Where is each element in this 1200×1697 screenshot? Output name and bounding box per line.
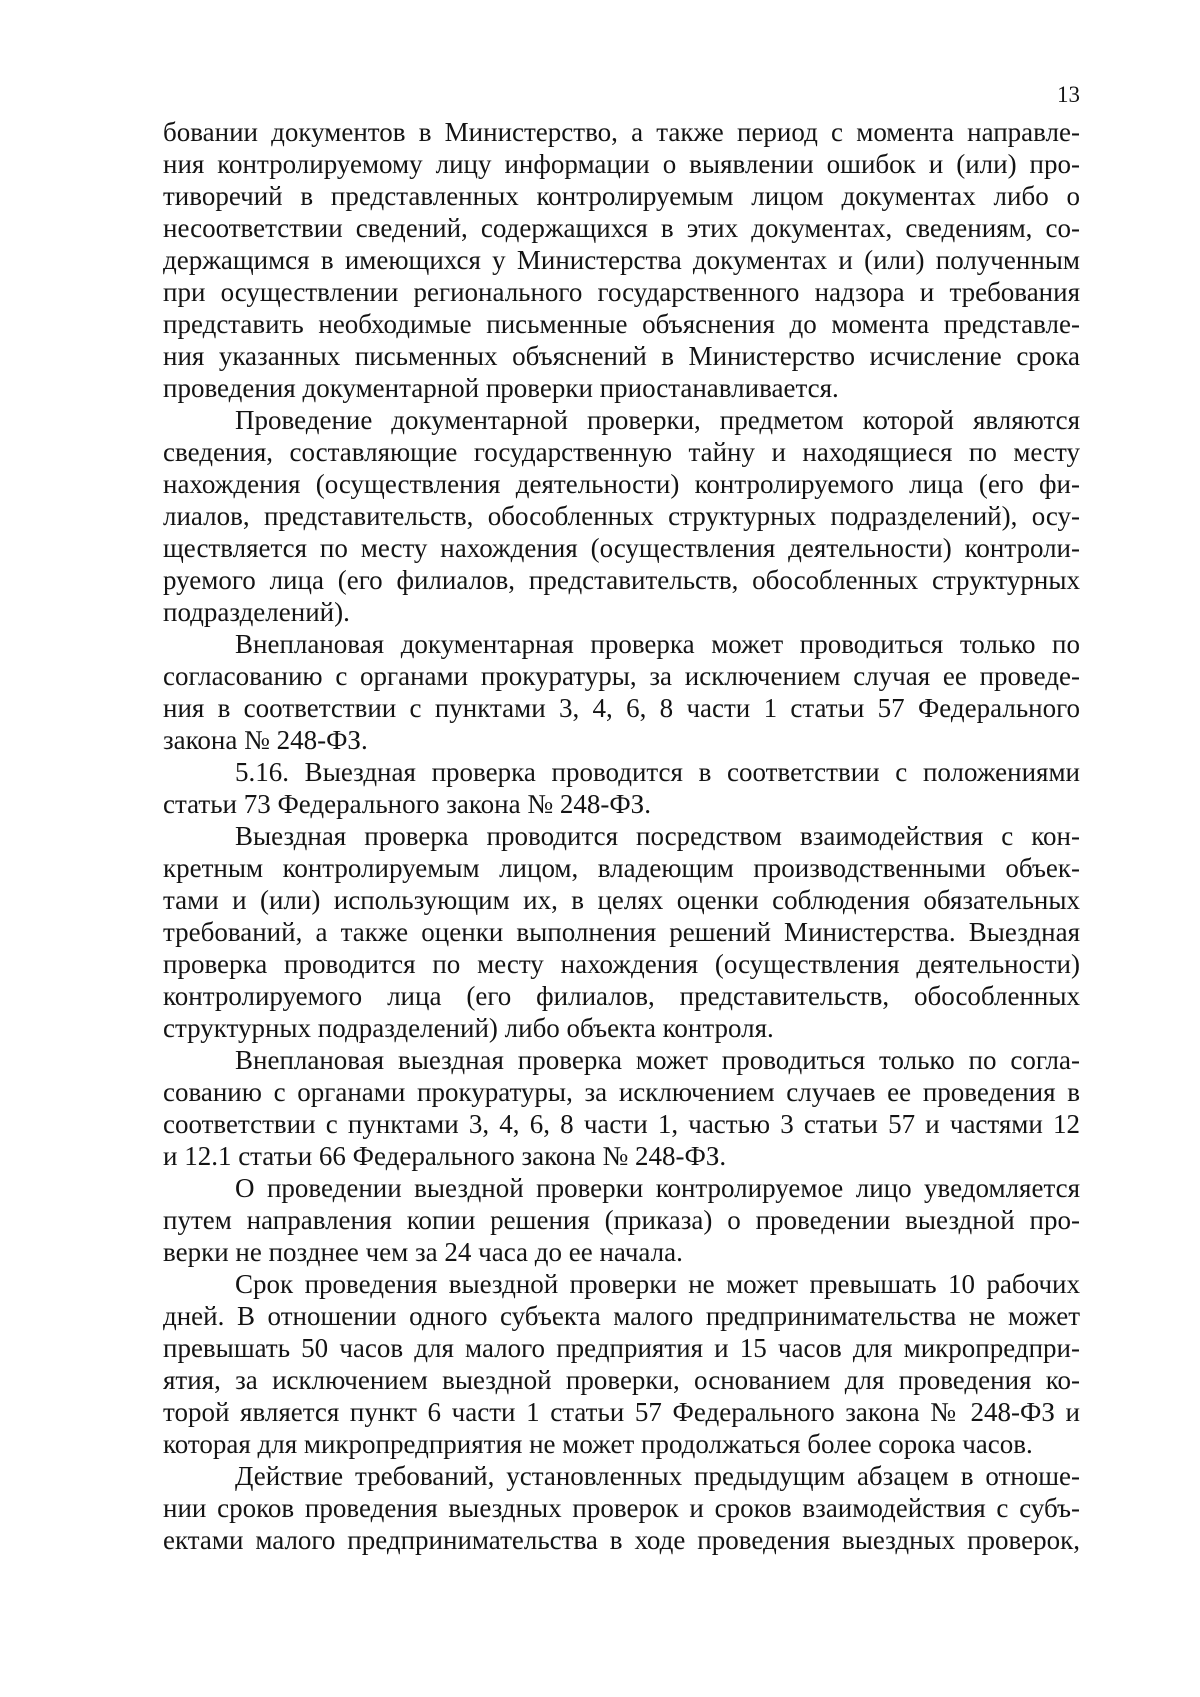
text-line: которая для микропредприятия не может продолжаться более сорока часов. xyxy=(163,1429,1033,1459)
text-line: ятия, за исключением выездной проверки, основанием для проведения ко- xyxy=(163,1365,1080,1395)
text-line: нахождения (осуществления деятельности) контролируемого лица (его фи- xyxy=(163,469,1080,499)
text-line: нии сроков проведения выездных проверок и сроков взаимодействия с субъ- xyxy=(163,1493,1080,1523)
paragraph xyxy=(163,404,1080,628)
text-line: Выездная проверка проводится посредством взаимодействия с кон- xyxy=(235,821,1080,851)
text-line: контролируемого лица (его филиалов, представительств, обособленных xyxy=(163,981,1080,1011)
text-line: тами и (или) использующим их, в целях оценки соблюдения обязательных xyxy=(163,885,1080,915)
text-line: Проведение документарной проверки, предметом которой являются xyxy=(235,405,1080,435)
text-line: Срок проведения выездной проверки не может превышать 10 рабочих xyxy=(235,1269,1080,1299)
text-line: ектами малого предпринимательства в ходе проведения выездных проверок, xyxy=(163,1525,1080,1555)
paragraph xyxy=(163,1268,1080,1460)
paragraph xyxy=(163,1172,1080,1268)
text-line: согласованию с органами прокуратуры, за исключением случая ее проведе- xyxy=(163,661,1080,691)
text-line: лиалов, представительств, обособленных структурных подразделений), осу- xyxy=(163,501,1080,531)
text-line: торой является пункт 6 части 1 статьи 57 Федерального закона № 248-ФЗ и xyxy=(163,1397,1080,1427)
paragraph xyxy=(163,756,1080,820)
text-line: ществляется по месту нахождения (осуществления деятельности) контроли- xyxy=(163,533,1080,563)
text-line: статьи 73 Федерального закона № 248-ФЗ. xyxy=(163,789,651,819)
text-line: 5.16. Выездная проверка проводится в соответствии с положениями xyxy=(235,757,1080,787)
text-line: держащимся в имеющихся у Министерства документах и (или) полученным xyxy=(163,245,1080,275)
text-line: О проведении выездной проверки контролируемое лицо уведомляется xyxy=(235,1173,1080,1203)
text-line: и 12.1 статьи 66 Федерального закона № 248-ФЗ. xyxy=(163,1141,727,1171)
text-line: кретным контролируемым лицом, владеющим производственными объек- xyxy=(163,853,1080,883)
text-line: руемого лица (его филиалов, представительств, обособленных структурных xyxy=(163,565,1080,595)
text-line: бовании документов в Министерство, а также период с момента направле- xyxy=(163,117,1080,147)
paragraph xyxy=(163,1460,1080,1556)
text-line: при осуществлении регионального государственного надзора и требования xyxy=(163,277,1080,307)
text-line: закона № 248-ФЗ. xyxy=(163,725,368,755)
text-line: Внеплановая документарная проверка может проводиться только по xyxy=(235,629,1080,659)
text-line: ния контролируемому лицу информации о выявлении ошибок и (или) про- xyxy=(163,149,1080,179)
text-line: путем направления копии решения (приказа) о проведении выездной про- xyxy=(163,1205,1080,1235)
text-line: ния указанных письменных объяснений в Министерство исчисление срока xyxy=(163,341,1080,371)
text-line: проверка проводится по месту нахождения (осуществления деятельности) xyxy=(163,949,1080,979)
text-line: Действие требований, установленных предыдущим абзацем в отноше- xyxy=(235,1461,1080,1491)
text-line: представить необходимые письменные объяснения до момента представле- xyxy=(163,309,1080,339)
text-line: структурных подразделений) либо объекта контроля. xyxy=(163,1013,774,1043)
text-line: ния в соответствии с пунктами 3, 4, 6, 8 части 1 статьи 57 Федерального xyxy=(163,693,1080,723)
text-line: сведения, составляющие государственную тайну и находящиеся по месту xyxy=(163,437,1080,467)
paragraph xyxy=(163,628,1080,756)
paragraph xyxy=(163,820,1080,1044)
text-line: несоответствии сведений, содержащихся в этих документах, сведениям, со- xyxy=(163,213,1080,243)
text-line: дней. В отношении одного субъекта малого предпринимательства не может xyxy=(163,1301,1080,1331)
text-line: тиворечий в представленных контролируемым лицом документах либо о xyxy=(163,181,1080,211)
text-line: подразделений). xyxy=(163,597,350,627)
document-body xyxy=(163,116,1080,1556)
text-line: превышать 50 часов для малого предприятия и 15 часов для микропредпри- xyxy=(163,1333,1080,1363)
text-line: требований, а также оценки выполнения решений Министерства. Выездная xyxy=(163,917,1080,947)
page-number: 13 xyxy=(1057,82,1080,107)
text-line: Внеплановая выездная проверка может проводиться только по согла- xyxy=(235,1045,1080,1075)
text-line: сованию с органами прокуратуры, за исключением случаев ее проведения в xyxy=(163,1077,1080,1107)
text-line: проведения документарной проверки приостанавливается. xyxy=(163,373,839,403)
text-line: соответствии с пунктами 3, 4, 6, 8 части 1, частью 3 статьи 57 и частями 12 xyxy=(163,1109,1080,1139)
paragraph xyxy=(163,116,1080,404)
paragraph xyxy=(163,1044,1080,1172)
text-line: верки не позднее чем за 24 часа до ее начала. xyxy=(163,1237,683,1267)
